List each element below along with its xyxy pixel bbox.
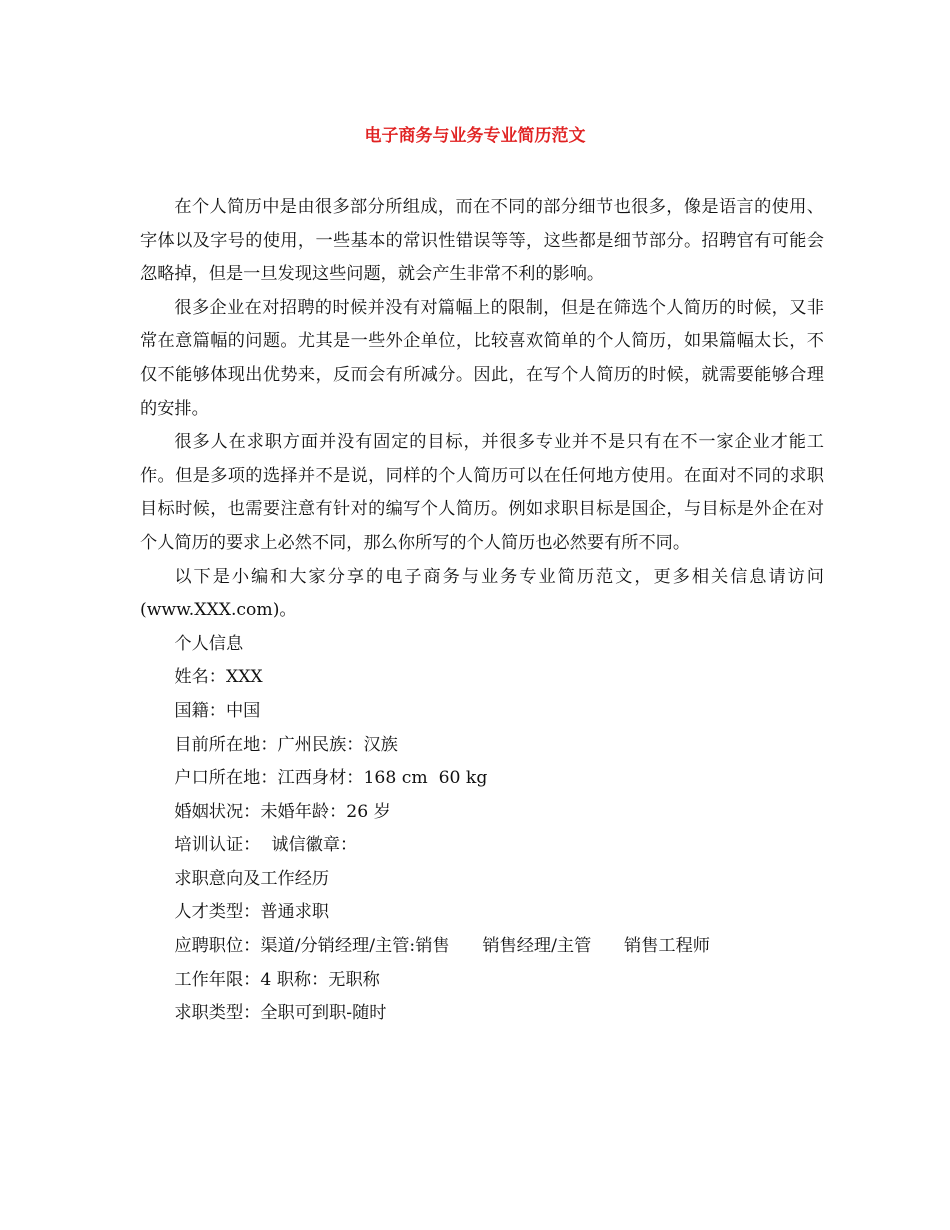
paragraph-3: 很多人在求职方面并没有固定的目标，并很多专业并不是只有在不一家企业才能工作。但是多项的选择并不是说，同样的个人简历可以在任何地方使用。在面对不同的求职目标时候，也需要注意有针对的编写个人简历。例如求职目标是国企，与目标是外企在对个人简历的要求上必然不同，那么你所写的个人简历也必然要有所不同。 bbox=[140, 432, 824, 553]
section-heading-job-intention: 求职意向及工作经历 bbox=[174, 868, 330, 889]
field-talent-type: 人才类型：普通求职 bbox=[174, 902, 330, 923]
field-work-years: 工作年限：4 职称：无职称 bbox=[174, 969, 380, 990]
document-body bbox=[140, 191, 824, 1031]
field-job-type: 求职类型：全职可到职-随时 bbox=[174, 1003, 387, 1024]
section-heading-personal-info: 个人信息 bbox=[174, 633, 244, 654]
document-title: 电子商务与业务专业简历范文 bbox=[364, 126, 586, 146]
field-applied-position: 应聘职位：渠道/分销经理/主管:销售 销售经理/主管 销售工程师 bbox=[174, 936, 710, 957]
field-marital-status: 婚姻状况：未婚年龄：26 岁 bbox=[174, 801, 391, 822]
field-name: 姓名：XXX bbox=[174, 667, 263, 688]
paragraph-1: 在个人简历中是由很多部分所组成，而在不同的部分细节也很多，像是语言的使用、字体以及字号的使用，一些基本的常识性错误等等，这些都是细节部分。招聘官有可能会忽略掉，但是一旦发现这些问题，就会产生非常不利的影响。 bbox=[140, 197, 824, 285]
paragraph-2: 很多企业在对招聘的时候并没有对篇幅上的限制，但是在筛选个人简历的时候，又非常在意篇幅的问题。尤其是一些外企单位，比较喜欢简单的个人简历，如果篇幅太长，不仅不能够体现出优势来，反而会有所减分。因此，在写个人简历的时候，就需要能够合理的安排。 bbox=[140, 297, 824, 419]
field-hukou-location: 户口所在地：江西身材：168 cm 60 kg bbox=[174, 768, 488, 789]
paragraph-4: 以下是小编和大家分享的电子商务与业务专业简历范文，更多相关信息请访问(www.XXX.com)。 bbox=[140, 566, 824, 621]
field-nationality: 国籍：中国 bbox=[174, 700, 261, 721]
field-certification: 培训认证： 诚信徽章： bbox=[174, 835, 358, 856]
field-current-location: 目前所在地：广州民族：汉族 bbox=[174, 734, 398, 755]
